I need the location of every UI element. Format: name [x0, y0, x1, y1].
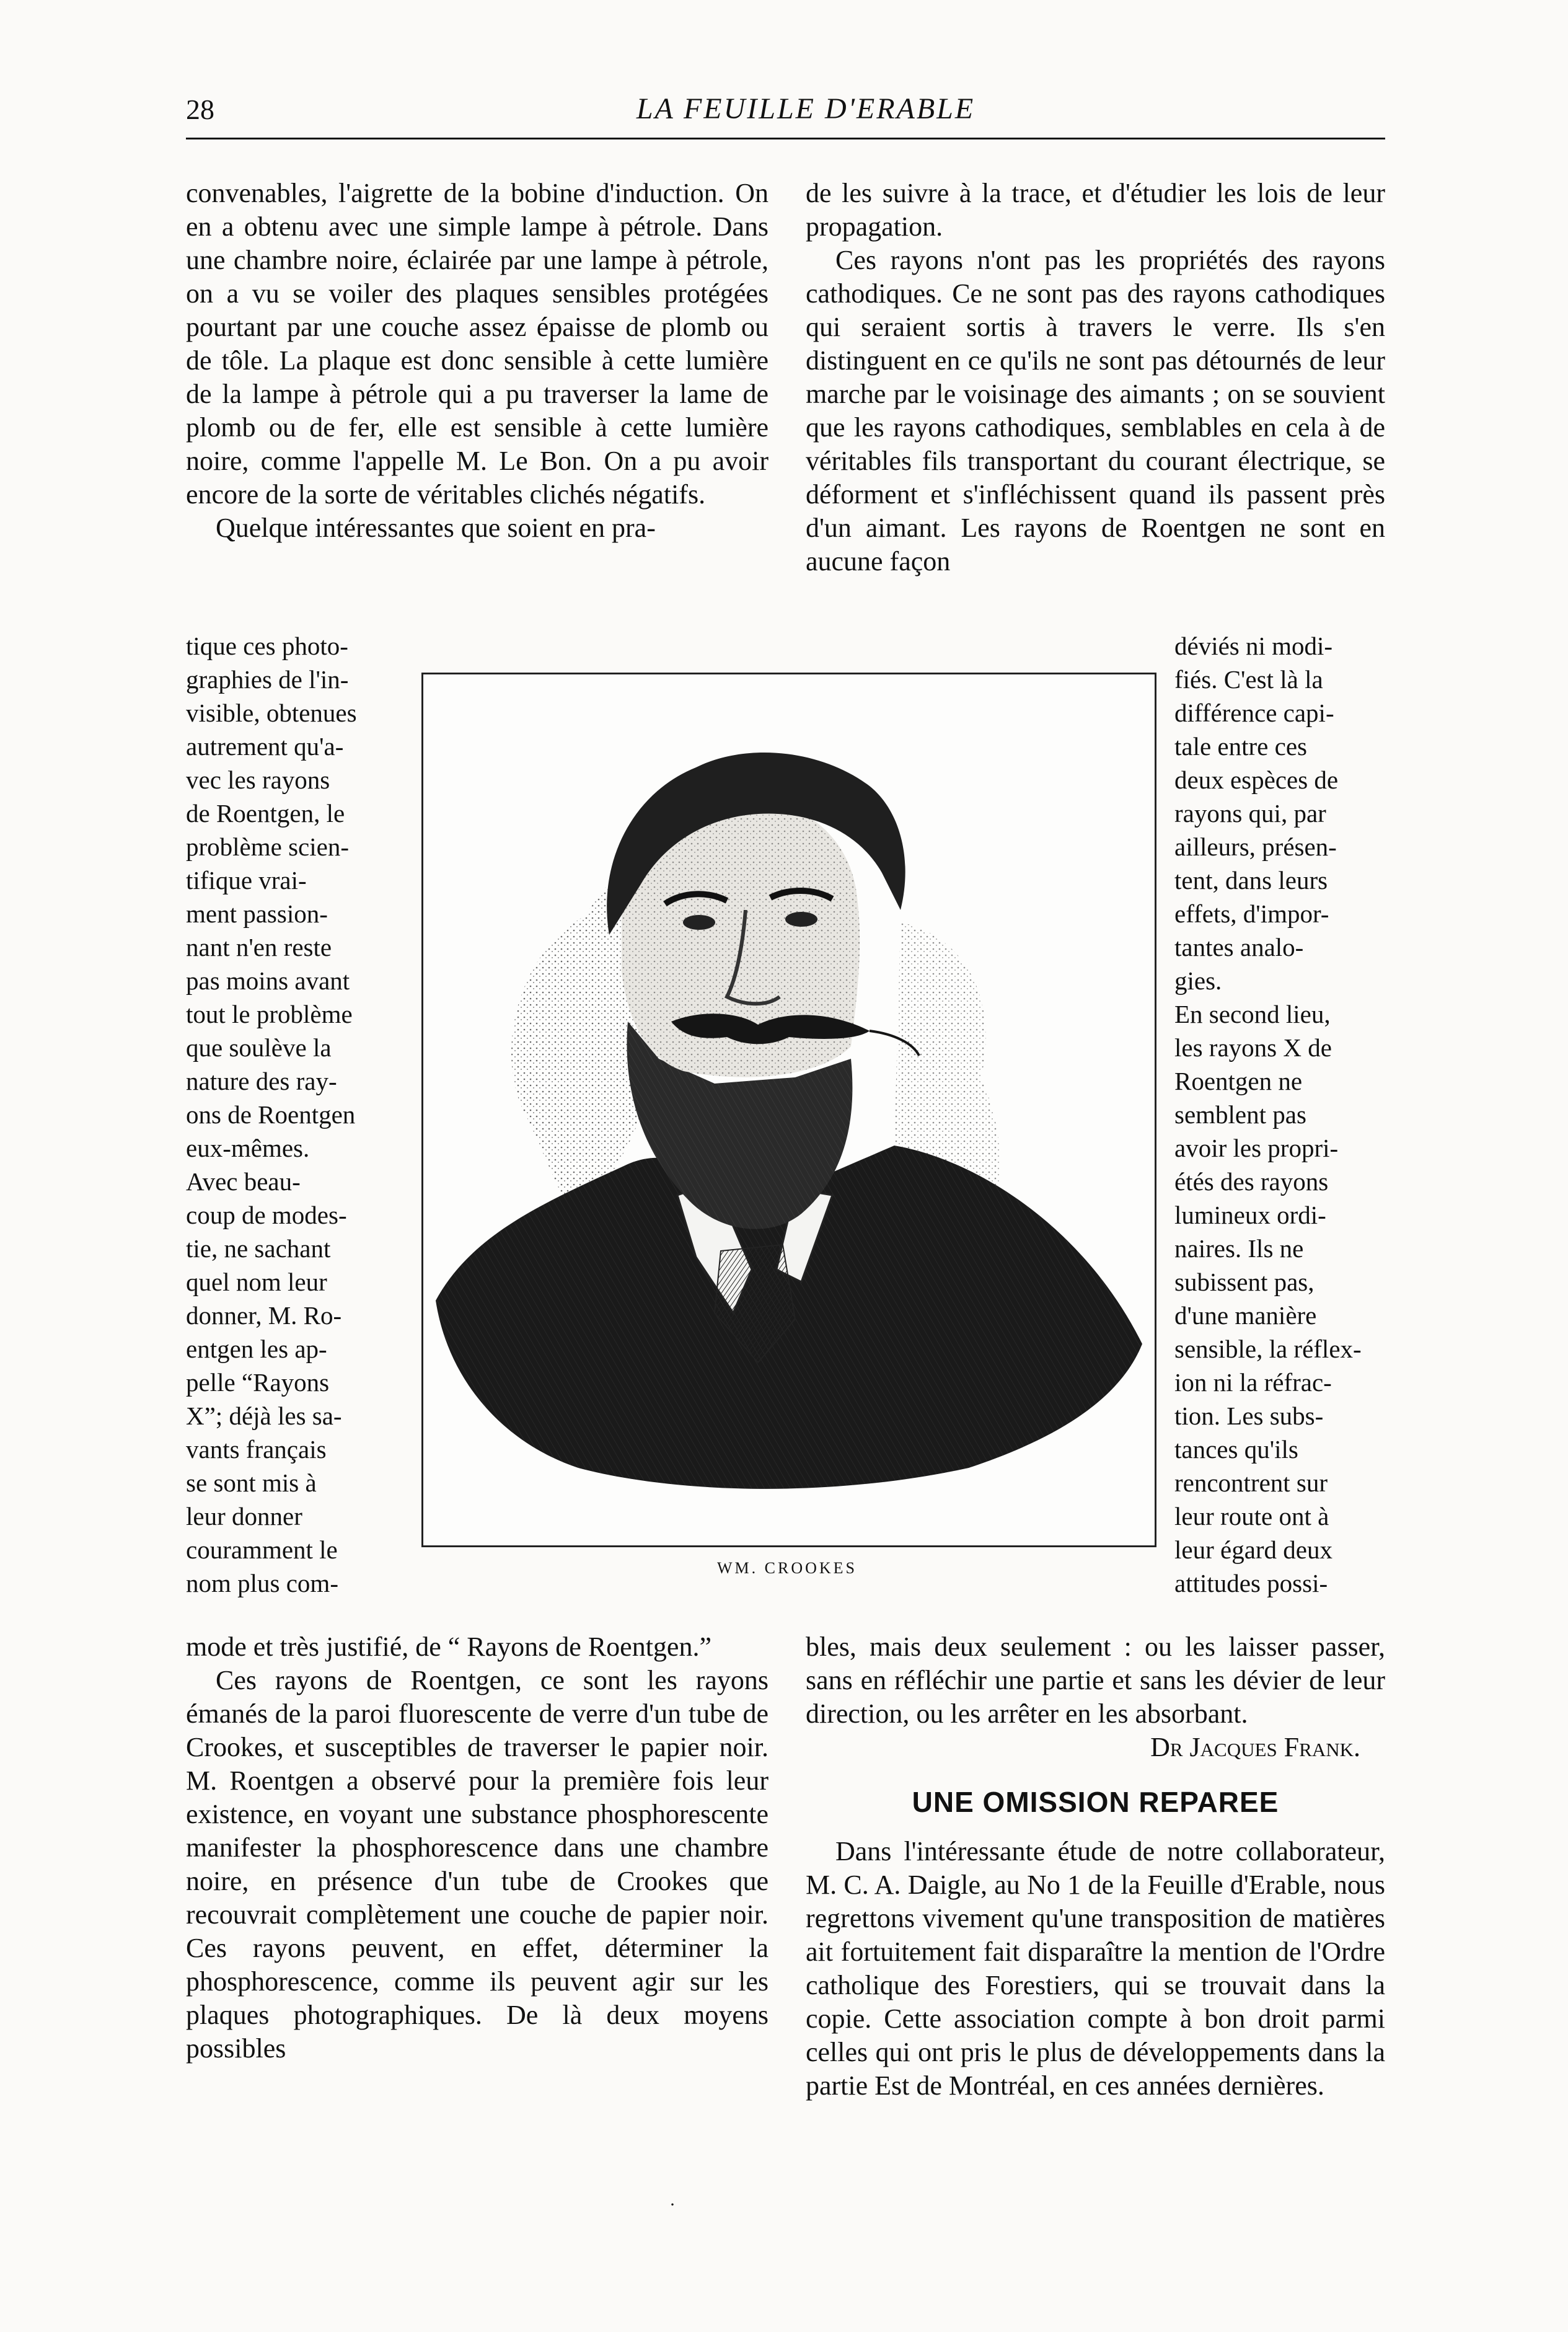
narrow-text-line: nom plus com-: [186, 1569, 338, 1597]
left-column-top: [186, 177, 769, 545]
narrow-text-line: rayons qui, par: [1174, 799, 1326, 828]
narrow-text-line: semblent pas: [1174, 1100, 1306, 1129]
narrow-text-line: lumineux ordi-: [1174, 1201, 1326, 1229]
bottom-mark: ·: [669, 2194, 676, 2215]
narrow-text-line: leur route ont à: [1174, 1502, 1329, 1530]
author-signature: Dr Jacques Frank.: [1150, 1732, 1360, 1762]
narrow-text-line: tent, dans leurs: [1174, 866, 1328, 894]
right-column-notice: [806, 1835, 1385, 2103]
narrow-text-line: eux-mêmes.: [186, 1134, 310, 1162]
portrait-engraving: [423, 674, 1155, 1545]
section-heading: UNE OMISSION REPAREE: [912, 1786, 1279, 1818]
left-paragraph-4: Ces rayons de Roentgen, ce sont les rayons émanés de la paroi fluorescente de verre d'un tube de Crookes, et susceptibles de traverser le papier noir. M. Roentgen a observé pour la première fois leur existence, en voyant une substance phosphorescente manifester la phosphorescence dans une chambre noire, en présence d'un tube de Crookes que recouvrait complètement une couche de papier noir. Ces rayons peuvent, en effet, déterminer la phosphorescence, comme ils peuvent agir sur les plaques photographiques. De là deux moyens possibles: [186, 1665, 769, 2064]
narrow-text-line: quel nom leur: [186, 1268, 327, 1296]
narrow-text-line: se sont mis à: [186, 1469, 317, 1497]
left-paragraph-3-end: mode et très justifié, de “ Rayons de Roentgen.”: [186, 1632, 711, 1662]
narrow-text-line: graphies de l'in-: [186, 665, 349, 694]
narrow-text-line: Avec beau-: [186, 1167, 301, 1196]
narrow-text-line: de Roentgen, le: [186, 799, 345, 828]
narrow-text-line: gies.: [1174, 966, 1222, 995]
left-paragraph-1: convenables, l'aigrette de la bobine d'induction. On en a obtenu avec une simple lampe à pétrole. Dans une chambre noire, éclairée par une lampe à pétrole, on a vu se voiler des plaques sensibles protégées pourtant par une couche assez épaisse de plomb ou de tôle. La plaque est donc sensible à cette lumière de la lampe à pétrole qui a pu traverser la lame de plomb ou de fer, elle est sensible à cette lumière noire, comme l'appelle M. Le Bon. On a pu avoir encore de la sorte de véritables clichés négatifs.: [186, 178, 769, 510]
narrow-text-line: En second lieu,: [1174, 1000, 1331, 1028]
left-column-bottom: [186, 1630, 769, 2065]
narrow-text-line: nant n'en reste: [186, 933, 332, 961]
notice-paragraph: Dans l'intéressante étude de notre collaborateur, M. C. A. Daigle, au No 1 de la Feuille d'Erable, nous regrettons vivement qu'une transposition de matières ait fortuitement fait disparaître la mention de l'Ordre catholique des Forestiers, qui se trouvait dans la copie. Cette association compte à bon droit parmi celles qui ont pris le plus de développements dans la partie Est de Montréal, en ces années dernières.: [806, 1836, 1385, 2101]
right-column-bottom: [806, 1630, 1385, 1764]
narrow-text-line: leur donner: [186, 1502, 302, 1530]
narrow-text-line: tie, ne sachant: [186, 1234, 331, 1263]
narrow-text-line: problème scien-: [186, 833, 349, 861]
page-number: 28: [186, 94, 214, 125]
left-paragraph-2-start: Quelque intéressantes que soient en pra-: [216, 513, 656, 543]
narrow-text-line: ion ni la réfrac-: [1174, 1368, 1332, 1397]
narrow-text-line: avoir les propri-: [1174, 1134, 1339, 1162]
narrow-text-line: tale entre ces: [1174, 732, 1307, 761]
narrow-text-line: X”; déjà les sa-: [186, 1402, 342, 1430]
narrow-text-line: tique ces photo-: [186, 632, 348, 660]
narrow-text-line: tout le problème: [186, 1000, 353, 1028]
narrow-text-line: Roentgen ne: [1174, 1067, 1303, 1095]
narrow-text-line: tantes analo-: [1174, 933, 1304, 961]
narrow-text-line: pelle “Rayons: [186, 1368, 330, 1397]
header-rule: [186, 138, 1385, 139]
narrow-text-line: nature des ray-: [186, 1067, 337, 1095]
narrow-text-line: attitudes possi-: [1174, 1569, 1328, 1597]
narrow-text-line: sensible, la réflex-: [1174, 1335, 1362, 1363]
narrow-text-line: déviés ni modi-: [1174, 632, 1333, 660]
narrow-text-line: pas moins avant: [186, 966, 350, 995]
narrow-text-line: couramment le: [186, 1535, 338, 1564]
narrow-text-line: fiés. C'est là la: [1174, 665, 1323, 694]
left-narrow-column: [186, 629, 397, 1600]
narrow-text-line: leur égard deux: [1174, 1535, 1332, 1564]
narrow-text-line: tances qu'ils: [1174, 1435, 1298, 1464]
narrow-text-line: étés des rayons: [1174, 1167, 1329, 1196]
narrow-text-line: entgen les ap-: [186, 1335, 327, 1363]
narrow-text-line: tion. Les subs-: [1174, 1402, 1324, 1430]
narrow-text-line: vants français: [186, 1435, 327, 1464]
narrow-text-line: ons de Roentgen: [186, 1100, 356, 1129]
narrow-text-line: naires. Ils ne: [1174, 1234, 1304, 1263]
figure-caption: WM. CROOKES: [716, 1559, 857, 1577]
narrow-text-line: deux espèces de: [1174, 766, 1339, 794]
narrow-text-line: effets, d'impor-: [1174, 899, 1329, 928]
right-paragraph-2: Ces rayons n'ont pas les propriétés des rayons cathodiques. Ce ne sont pas des rayons cathodiques qui seraient sortis à travers le verre. Ils s'en distinguent en ce qu'ils ne sont pas détournés de leur marche par le voisinage des aimants ; on se souvient que les rayons cathodiques, semblables en cela à de véritables fils transportant du courant électrique, se déforment et s'infléchissent quand ils passent près d'un aimant. Les rayons de Roentgen ne sont en aucune façon: [806, 245, 1385, 576]
right-paragraph-3-end: bles, mais deux seulement : ou les laisser passer, sans en réfléchir une partie et sans les dévier de leur direction, ou les arrêter en les absorbant.: [806, 1632, 1385, 1729]
journal-title: LA FEUILLE D'ERABLE: [636, 92, 976, 125]
narrow-text-line: différence capi-: [1174, 699, 1334, 727]
narrow-text-line: vec les rayons: [186, 766, 330, 794]
right-column-top: [806, 177, 1385, 578]
narrow-text-line: ment passion-: [186, 899, 328, 928]
narrow-text-line: que soulève la: [186, 1033, 332, 1062]
narrow-text-line: visible, obtenues: [186, 699, 357, 727]
narrow-text-line: autrement qu'a-: [186, 732, 344, 761]
right-paragraph-1: de les suivre à la trace, et d'étudier les lois de leur propagation.: [806, 178, 1385, 242]
narrow-text-line: tifique vrai-: [186, 866, 307, 894]
narrow-text-line: ailleurs, présen-: [1174, 833, 1337, 861]
narrow-text-line: d'une manière: [1174, 1301, 1317, 1330]
narrow-text-line: donner, M. Ro-: [186, 1301, 342, 1330]
narrow-text-line: les rayons X de: [1174, 1033, 1332, 1062]
narrow-text-line: coup de modes-: [186, 1201, 347, 1229]
portrait-figure: [421, 673, 1156, 1547]
narrow-text-line: rencontrent sur: [1174, 1469, 1328, 1497]
narrow-text-line: subissent pas,: [1174, 1268, 1315, 1296]
right-narrow-column: [1174, 629, 1385, 1600]
